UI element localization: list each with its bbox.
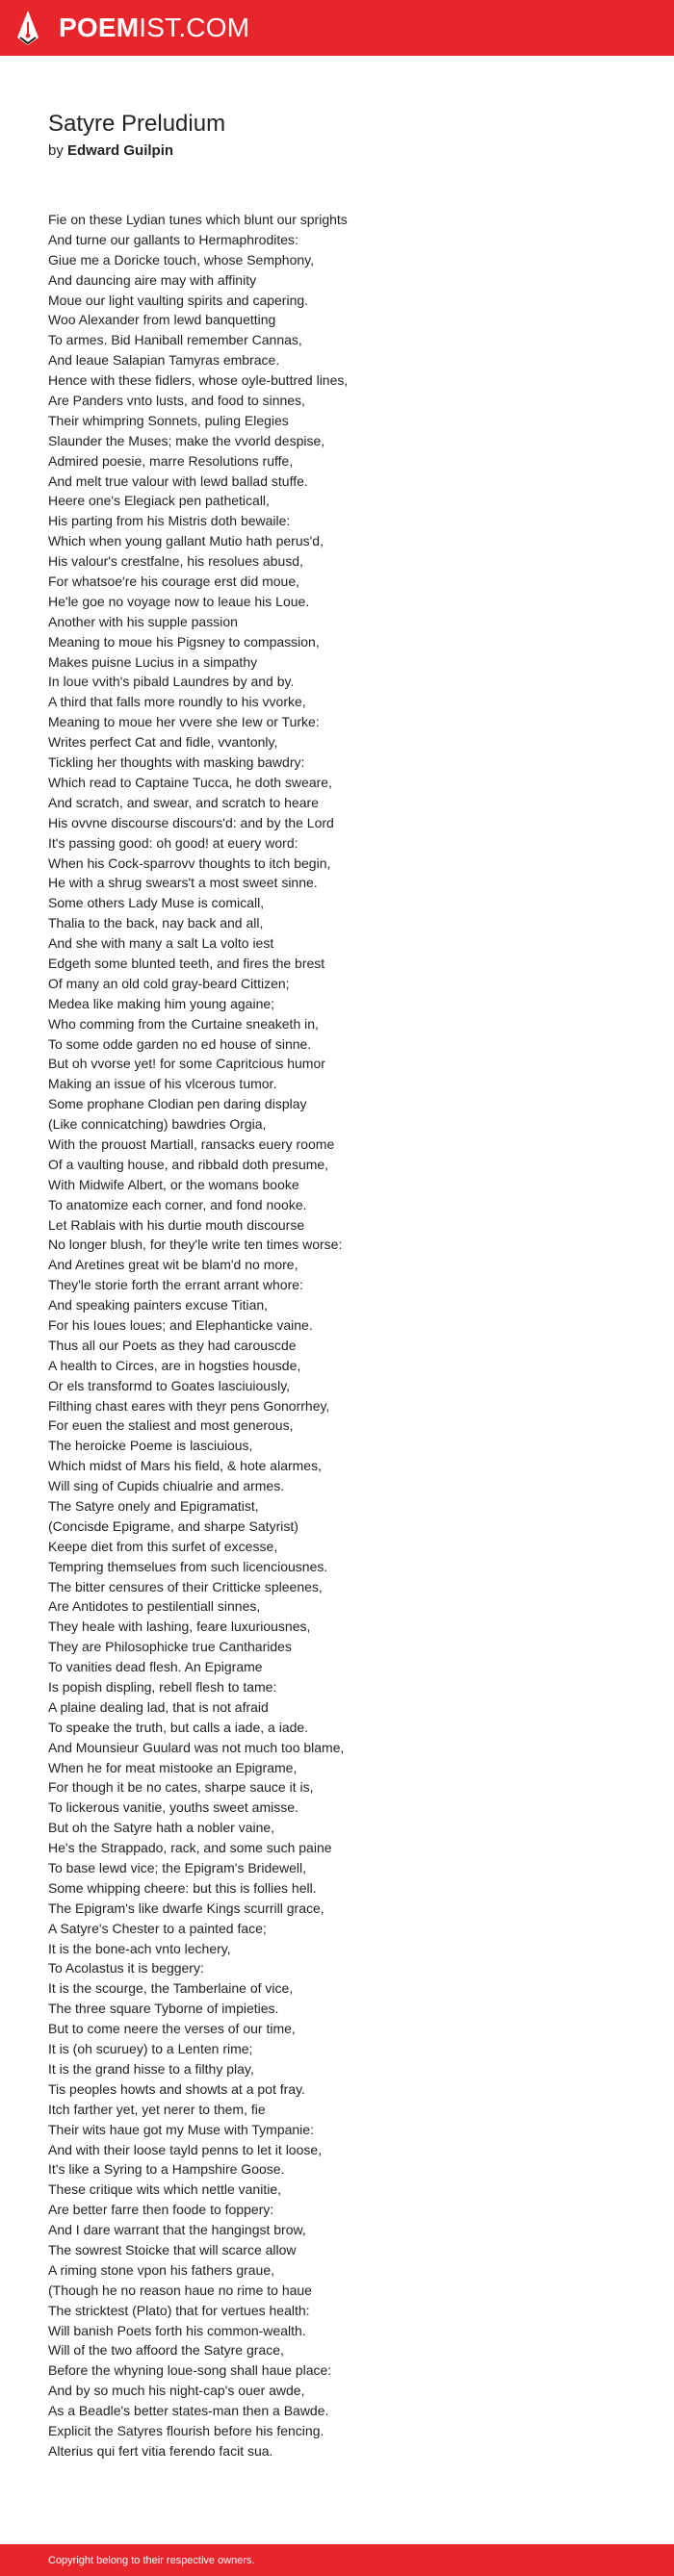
poem-line: He'le goe no voyage now to leaue his Loue. (48, 593, 310, 609)
poem-line: His parting from his Mistris doth bewaile: (48, 513, 291, 529)
poem-line: Their whimpring Sonnets, puling Elegies (48, 412, 289, 428)
poem-line: When his Cock-sparrovv thoughts to itch begin, (48, 854, 331, 871)
poem-line: And she with many a salt La volto iest (48, 935, 274, 952)
poem-line: Slaunder the Muses; make the vvorld despise, (48, 432, 325, 448)
author-name[interactable]: Edward Guilpin (67, 142, 174, 159)
poem-line: Keepe diet from this surfet of excesse, (48, 1538, 278, 1554)
poem-line: Some whipping cheere: but this is follies hell. (48, 1879, 317, 1896)
by-label: by (48, 142, 64, 159)
poem-line: And speaking painters excuse Titian, (48, 1297, 269, 1314)
poem-line: (Concisde Epigrame, and sharpe Satyrist) (48, 1518, 298, 1534)
poem-line: Let Rablais with his durtie mouth discourse (48, 1216, 305, 1233)
poem-line: Itch farther yet, yet nerer to them, fie (48, 2101, 266, 2117)
poem-line: With Midwife Albert, or the womans booke (48, 1176, 299, 1192)
copyright-text: Copyright belong to their respective owners. (48, 2555, 255, 2566)
poem-line: To speake the truth, but calls a iade, a iade. (48, 1719, 309, 1735)
poem-line: The heroicke Poeme is lasciuious, (48, 1438, 253, 1454)
poem-line: Which midst of Mars his field, & hote alarmes, (48, 1458, 322, 1474)
poem-line: And scratch, and swear, and scratch to heare (48, 794, 319, 810)
poem-line: But oh vvorse yet! for some Capritcious humor (48, 1056, 325, 1072)
poem-line: And Mounsieur Guulard was not much too blame, (48, 1739, 345, 1755)
poem-line: They are Philosophicke true Cantharides (48, 1639, 292, 1655)
poem-line: It's like a Syring to a Hampshire Goose. (48, 2161, 285, 2178)
poem-line: Will of the two affoord the Satyre grace, (48, 2342, 284, 2359)
poem-line: The sowrest Stoicke that will scarce allow (48, 2241, 297, 2257)
poem-line: Tickling her thoughts with masking bawdry: (48, 754, 305, 771)
poem-line: As a Beadle's better states-man then a Bawde. (48, 2403, 329, 2419)
poem-line: Is popish displing, rebell flesh to tame: (48, 1679, 277, 1696)
poem-line: In loue vvith's pibald Laundres by and by. (48, 674, 295, 690)
poem-line: His valour's crestfalne, his resolues abusd, (48, 553, 303, 570)
pen-nib-icon[interactable] (15, 9, 40, 47)
poem-line: Explicit the Satyres flourish before his fencing. (48, 2422, 324, 2438)
poem-line: Of a vaulting house, and ribbald doth presume, (48, 1156, 329, 1172)
poem-line: Will banish Poets forth his common-wealth. (48, 2322, 306, 2338)
poem-line: Woo Alexander from lewd banquetting (48, 312, 276, 328)
poem-line: And turne our gallants to Hermaphrodites: (48, 231, 298, 247)
poem-line: Which read to Captaine Tucca, he doth sweare, (48, 774, 332, 790)
poem-line: But to come neere the verses of our time, (48, 2021, 296, 2037)
poem-line: The three square Tyborne of impieties. (48, 2001, 279, 2017)
poem-line: For his Ioues loues; and Elephanticke vaine. (48, 1316, 313, 1333)
logo-text-bold: POEM (59, 13, 140, 42)
poem-line: His ovvne discourse discours'd: and by the Lord (48, 814, 334, 830)
poem-line: Alterius qui fert vitia ferendo facit sua. (48, 2442, 273, 2459)
poem-line: Tis peoples howts and showts at a pot fray. (48, 2080, 305, 2097)
poem-line: The Epigram's like dwarfe Kings scurrill grace, (48, 1900, 324, 1916)
poem-line: Admired poesie, marre Resolutions ruffe, (48, 452, 294, 469)
poem-line: To armes. Bid Haniball remember Cannas, (48, 332, 302, 348)
poem-line: To lickerous vanitie, youths sweet amisse. (48, 1799, 298, 1816)
poem-line: Tempring themselues from such licenciousnes. (48, 1558, 328, 1574)
poem-line: The stricktest (Plato) that for vertues health: (48, 2302, 310, 2318)
poem-line: Writes perfect Cat and fidle, vvantonly, (48, 734, 278, 751)
poem-line: And melt true valour with lewd ballad stuffe. (48, 472, 308, 489)
poem-line: It is (oh scuruey) to a Lenten rime; (48, 2041, 253, 2057)
poem-body (48, 210, 645, 2461)
poem-line: Are Antidotes to pestilentiall sinnes, (48, 1598, 261, 1615)
poem-line: Hence with these fidlers, whose oyle-buttred lines, (48, 372, 349, 389)
poem-line: Makes puisne Lucius in a simpathy (48, 653, 258, 670)
poem-line: With the prouost Martiall, ransacks euery roome (48, 1135, 335, 1152)
poem-line: And I dare warrant that the hangingst brow, (48, 2222, 306, 2238)
poem-line: He with a shrug swears't a most sweet sinne. (48, 875, 318, 891)
poem-line: He's the Strappado, rack, and some such paine (48, 1840, 332, 1856)
poem-line: It is the bone-ach vnto lechery, (48, 1940, 231, 1956)
poem-line: (Like connicatching) bawdries Orgia, (48, 1116, 267, 1133)
poem-line: They'le storie forth the errant arrant whore: (48, 1277, 303, 1293)
poem-line: It's passing good: oh good! at euery word: (48, 834, 298, 851)
poem-line: To some odde garden no ed house of sinne. (48, 1035, 312, 1052)
poem-line: Thalia to the back, nay back and all, (48, 915, 264, 931)
poem-line: Giue me a Doricke touch, whose Semphony, (48, 251, 314, 268)
poem-line: Or els transformd to Goates lasciuiously, (48, 1377, 291, 1393)
poem-line: Filthing chast eares with theyr pens Gonorrhey, (48, 1397, 330, 1414)
poem-line: Some prophane Clodian pen daring display (48, 1096, 307, 1112)
poem-line: But oh the Satyre hath a nobler vaine, (48, 1820, 275, 1836)
site-footer (0, 2544, 674, 2576)
byline (48, 141, 173, 161)
poem-line: To Acolastus it is beggery: (48, 1960, 204, 1977)
poem-line: Fie on these Lydian tunes which blunt our sprights (48, 212, 348, 227)
poem-line: Heere one's Elegiack pen patheticall, (48, 493, 270, 509)
poem-line: The Satyre onely and Epigramatist, (48, 1498, 259, 1514)
poem-line: For though it be no cates, sharpe sauce it is, (48, 1779, 314, 1796)
poem-line: They heale with lashing, feare luxuriousnes, (48, 1619, 311, 1635)
poem-title: Satyre Preludium (48, 111, 226, 137)
poem-line: A health to Circes, are in hogsties housde, (48, 1357, 301, 1373)
poem-line: A riming stone vpon his fathers graue, (48, 2261, 275, 2278)
site-logo[interactable] (59, 13, 249, 43)
poem-line: Making an issue of his vlcerous tumor. (48, 1076, 277, 1092)
poem-line: When he for meat mistooke an Epigrame, (48, 1759, 298, 1775)
site-header (0, 0, 674, 56)
poem-line: Moue our light vaulting spirits and capering. (48, 292, 309, 308)
poem-line: For whatsoe're his courage erst did moue, (48, 574, 300, 590)
poem-line: And with their loose tayld penns to let it loose, (48, 2141, 323, 2157)
poem-line: To base lewd vice; the Epigram's Bridewell, (48, 1860, 307, 1876)
poem-line: Meaning to moue her vvere she Iew or Turke: (48, 714, 320, 730)
poem-line: Are Panders vnto lusts, and food to sinnes, (48, 393, 305, 409)
poem-line: And Aretines great wit be blam'd no more, (48, 1257, 298, 1273)
poem-line: And leaue Salapian Tamyras embrace. (48, 352, 280, 369)
poem-line: A Satyre's Chester to a painted face; (48, 1920, 267, 1936)
poem-line: Before the whyning loue-song shall haue place: (48, 2362, 332, 2379)
poem-line: The bitter censures of their Critticke spleenes, (48, 1578, 323, 1594)
poem-line: These critique wits which nettle vanitie, (48, 2181, 281, 2198)
poem-line: Thus all our Poets as they had carouscde (48, 1337, 297, 1353)
poem-line: Their wits haue got my Muse with Tympanie: (48, 2121, 314, 2137)
poem-line: Of many an old cold gray-beard Cittizen; (48, 975, 290, 991)
poem-line: Another with his supple passion (48, 613, 238, 629)
poem-line: No longer blush, for they'le write ten times worse: (48, 1237, 343, 1253)
poem-line: For euen the staliest and most generous, (48, 1417, 294, 1434)
logo-text-rest: IST.COM (139, 13, 250, 42)
poem-line: Some others Lady Muse is comicall, (48, 895, 265, 911)
poem-line: It is the scourge, the Tamberlaine of vice, (48, 1980, 294, 1997)
poem-line: Will sing of Cupids chiualrie and armes. (48, 1478, 285, 1494)
poem-line: Medea like making him young againe; (48, 995, 275, 1011)
poem-line: (Though he no reason haue no rime to haue (48, 2282, 312, 2298)
poem-line: To vanities dead flesh. An Epigrame (48, 1659, 263, 1675)
poem-line: Edgeth some blunted teeth, and fires the brest (48, 955, 325, 971)
poem-line: And by so much his night-cap's ouer awde, (48, 2383, 305, 2399)
poem-line: Meaning to moue his Pigsney to compassion, (48, 633, 320, 650)
poem-line: And dauncing aire may with affinity (48, 271, 257, 288)
poem-line: It is the grand hisse to a filthy play, (48, 2060, 254, 2077)
poem-line: To anatomize each corner, and fond nooke. (48, 1196, 307, 1212)
poem-line: Which when young gallant Mutio hath perus'd, (48, 533, 324, 549)
poem-line: Who comming from the Curtaine sneaketh in, (48, 1015, 319, 1032)
poem-line: Are better farre then foode to foppery: (48, 2202, 274, 2218)
poem-line: A plaine dealing lad, that is not afraid (48, 1698, 269, 1715)
poem-line: A third that falls more roundly to his vvorke, (48, 694, 306, 710)
